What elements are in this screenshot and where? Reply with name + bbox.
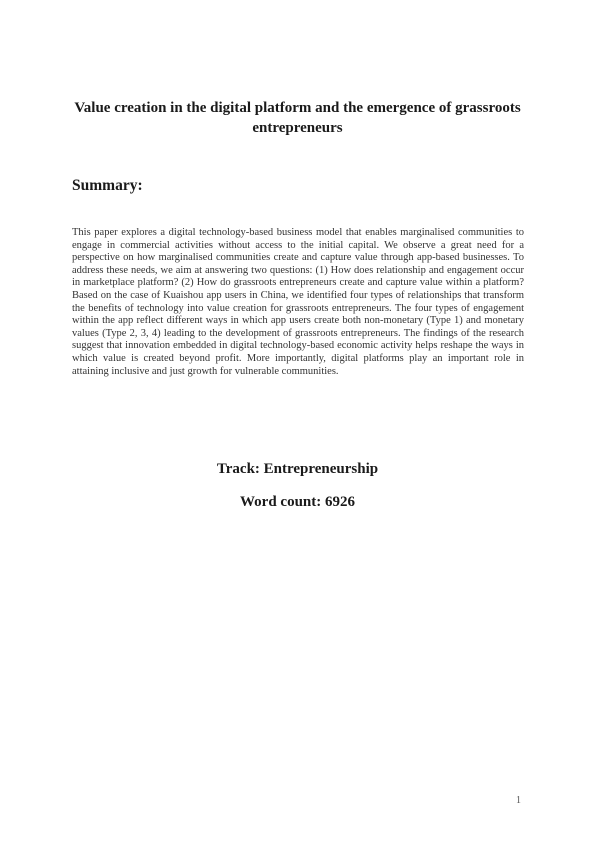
summary-paragraph: This paper explores a digital technology-based business model that enables marginalised communities to engage in commercial activities without access to the initial capital. We observe a great need for a perspective on how marginalised communities create and capture value through app-based businesses. To address these needs, we aim at answering two questions: (1) How does relationship and engagement occur in marketplace platform? (2) How do grassroots entrepreneurs create and capture value within a platform? Based on the case of Kuaishou app users in China, we identified four types of relationships that transform the benefits of technology into value creation for grassroots entrepreneurs. The four types of engagement within the app reflect different ways in which app users create both non-monetary (Type 1) and monetary values (Type 2, 3, 4) leading to the development of grassroots entrepreneurs. The findings of the research suggest that innovation embedded in digital technology-based economic activity helps reshape the ways in which value is created beyond profit. More importantly, digital platforms play an important role in attaining inclusive and just growth for vulnerable communities. <box>72 227 524 377</box>
track-label: Track: Entrepreneurship <box>216 461 379 477</box>
word-count: Word count: 6926 <box>239 494 355 510</box>
page-number: 1 <box>516 795 521 806</box>
paper-title: Value creation in the digital platform and the emergence of grassroots entrepreneurs <box>74 100 521 136</box>
summary-heading: Summary: <box>72 177 143 194</box>
